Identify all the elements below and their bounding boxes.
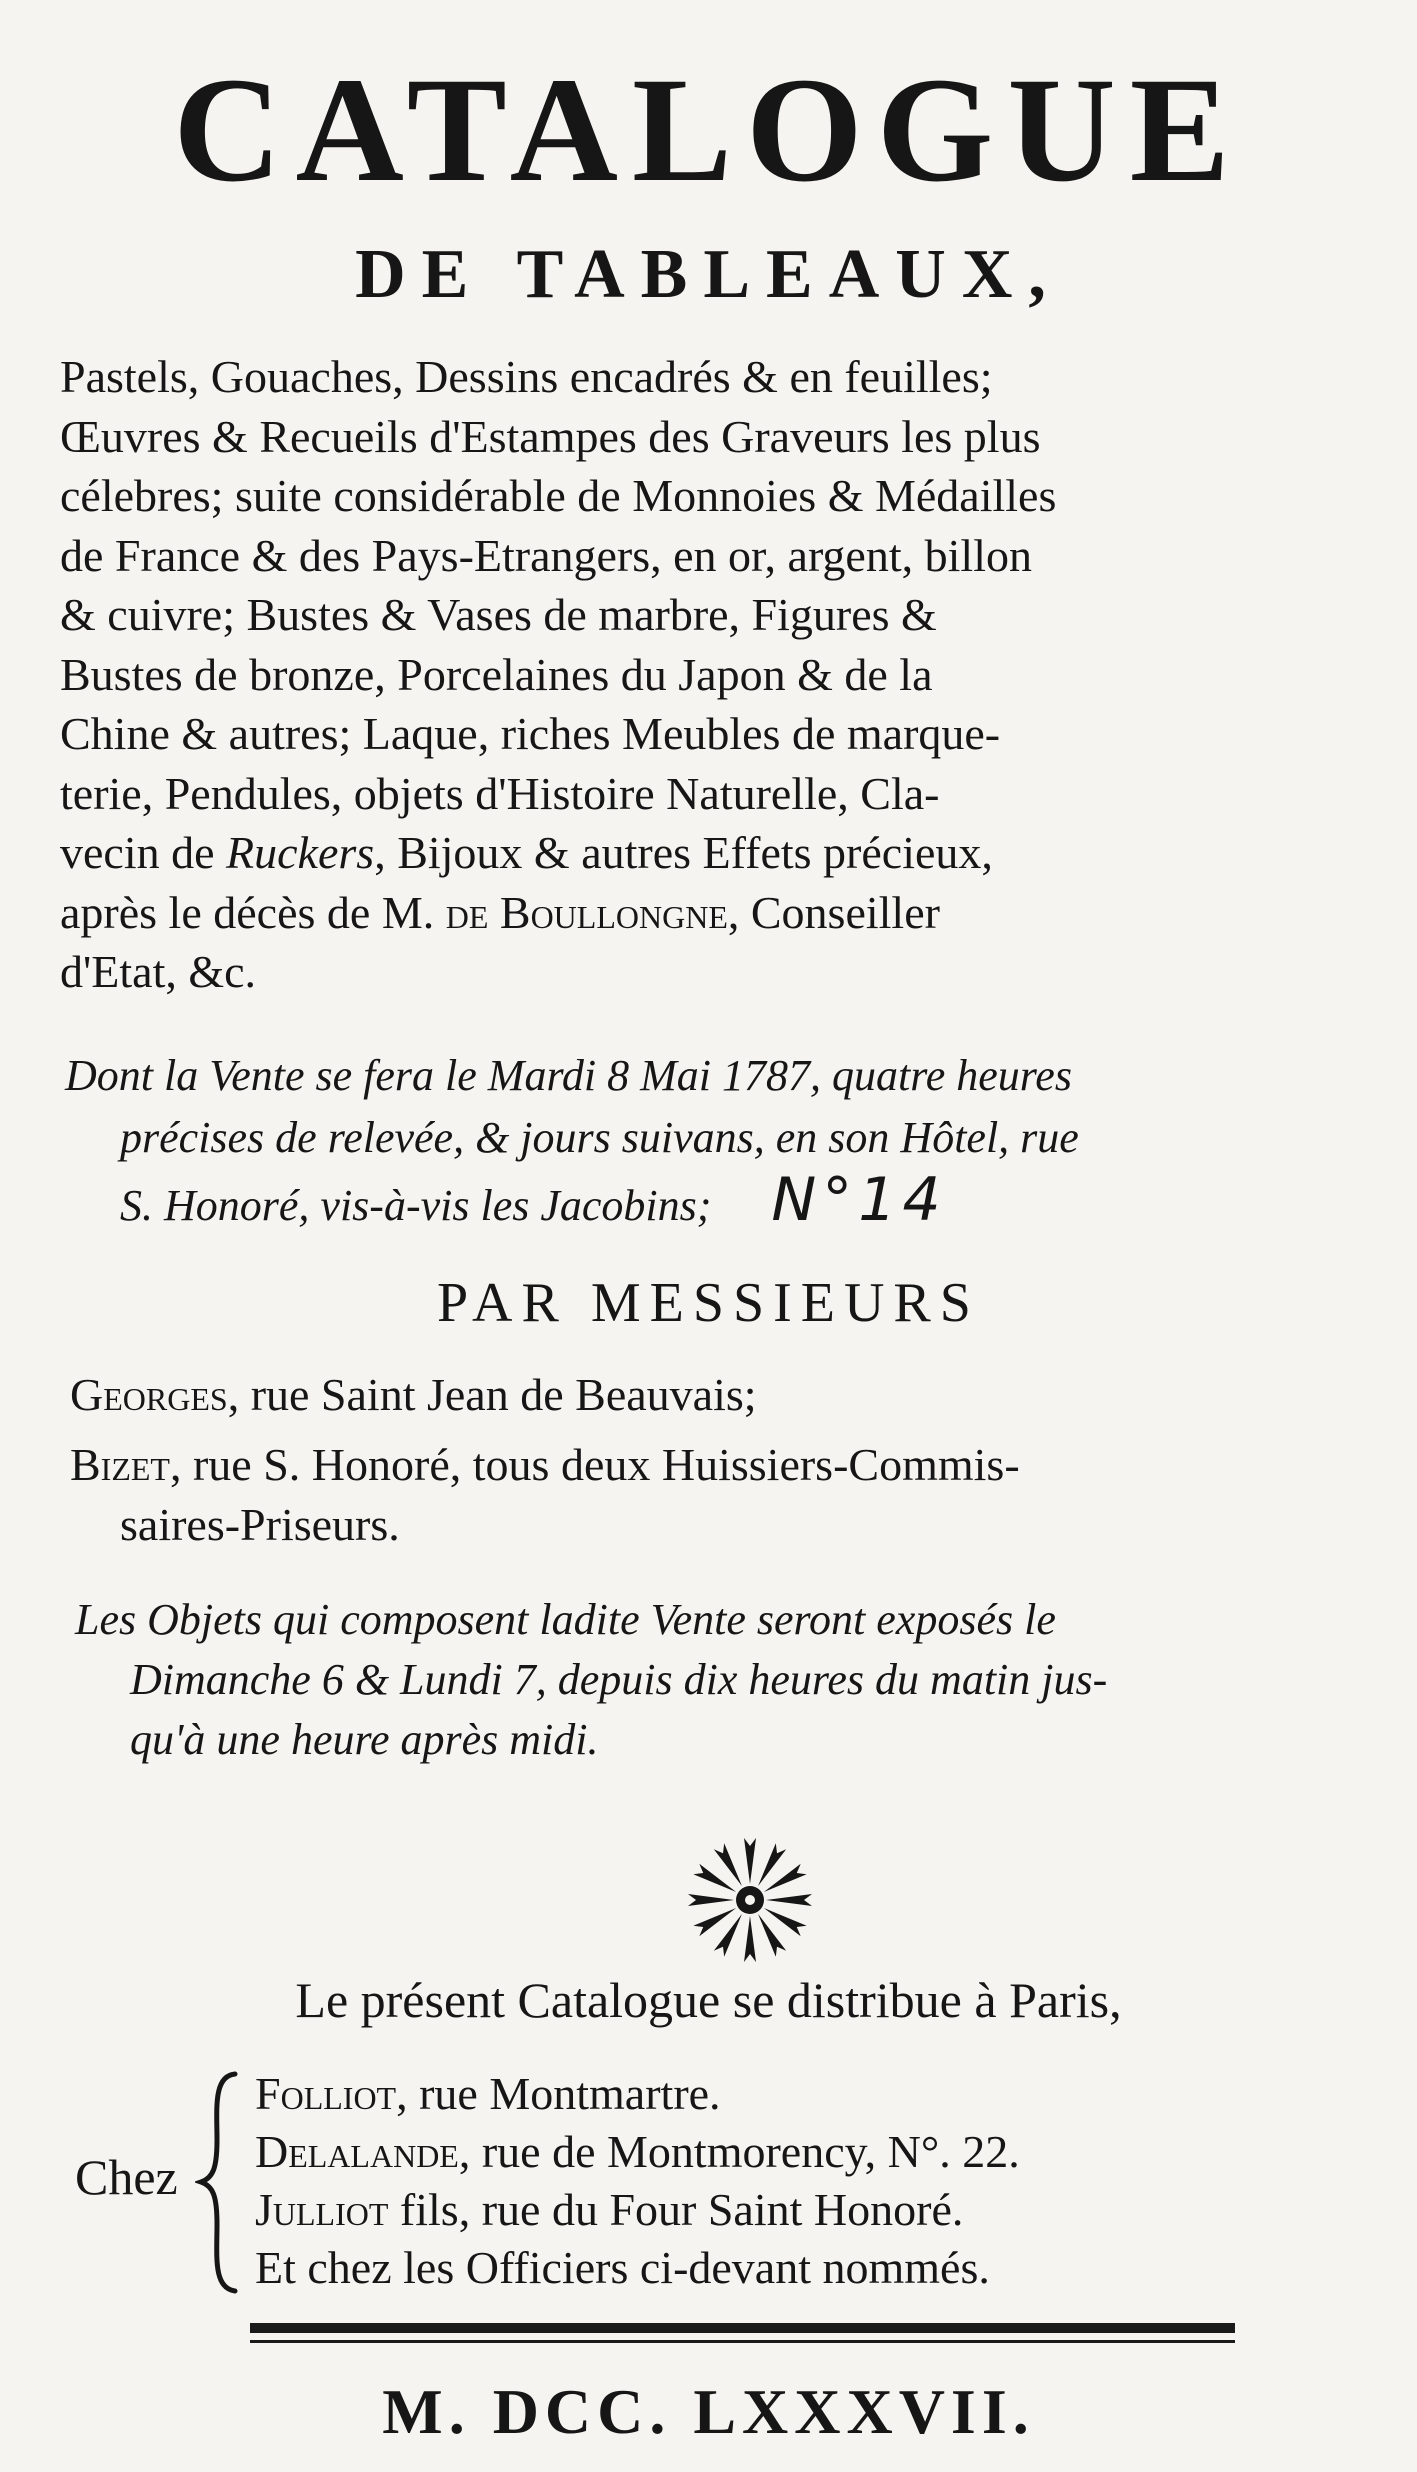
sale-line (65, 1165, 1345, 1237)
bookseller-delalande (255, 2123, 1355, 2181)
bookseller-name: Julliot (255, 2184, 389, 2235)
auctioneer-title: saires-Priseurs. (120, 1499, 400, 1550)
description-line: & cuivre; Bustes & Vases de marbre, Figures & (60, 589, 937, 640)
auctioneer-address: , rue S. Honoré, tous deux Huissiers-Commis- (169, 1439, 1020, 1490)
bookseller-address: Et chez les Officiers ci-devant nommés. (255, 2242, 990, 2293)
double-rule-thick (250, 2323, 1235, 2333)
ruckers-name: Ruckers (226, 827, 375, 878)
sale-announcement (65, 1045, 1345, 1237)
exposition-line: Les Objets qui composent ladite Vente seront exposés le (75, 1595, 1056, 1644)
auctioneer-name: Bizet (70, 1439, 170, 1490)
description-line: Bustes de bronze, Porcelaines du Japon & de la (60, 648, 933, 700)
description-line: Pastels, Gouaches, Dessins encadrés & en feuilles; (60, 351, 993, 402)
auctioneer-name: Georges (70, 1369, 228, 1420)
deceased-name: de Boullongne (445, 886, 728, 938)
auctioneer-bizet (70, 1435, 1350, 1495)
exposition-line: Dimanche 6 & Lundi 7, depuis dix heures du matin jus- (130, 1655, 1108, 1704)
bookseller-address: fils, rue du Four Saint Honoré. (388, 2184, 964, 2235)
catalogue-title: CATALOGUE (173, 47, 1244, 213)
bookseller-folliot (255, 2065, 1355, 2123)
distribution-line: Le présent Catalogue se distribue à Paris, (295, 1972, 1122, 2028)
description-line: Chine & autres; Laque, riches Meubles de marque- (60, 708, 1001, 759)
exposition-notice (75, 1590, 1355, 1770)
description-line: de France & des Pays-Etrangers, en or, argent, billon (60, 529, 1032, 581)
description-text: après le décès de M. (60, 886, 446, 938)
description-text: , Conseiller (727, 886, 940, 938)
auctioneer-address: , rue Saint Jean de Beauvais; (227, 1369, 757, 1420)
chez-label: Chez (75, 2149, 178, 2205)
auctioneer-georges (70, 1365, 1350, 1425)
bookseller-name: Delalande (255, 2126, 459, 2177)
description-text: , Bijoux & autres Effets précieux, (374, 827, 993, 878)
auctioneers-list (70, 1365, 1350, 1555)
exposition-line: qu'à une heure après midi. (130, 1715, 599, 1764)
description-line: terie, Pendules, objets d'Histoire Naturelle, Cla- (60, 767, 940, 819)
booksellers-list (255, 2065, 1355, 2297)
bookseller-julliot (255, 2181, 1355, 2239)
description-line: Œuvres & Recueils d'Estampes des Graveurs les plus (60, 410, 1041, 462)
handwritten-number: N°14 (771, 1165, 947, 1235)
sale-line: Dont la Vente se fera le Mardi 8 Mai 1787, quatre heures (65, 1051, 1072, 1100)
sale-line: précises de relevée, & jours suivans, en son Hôtel, rue (120, 1113, 1079, 1162)
curly-brace-icon (195, 2070, 245, 2295)
description-line: célebres; suite considérable de Monnoies & Médailles (60, 470, 1057, 521)
description-line: d'Etat, &c. (60, 946, 257, 997)
catalogue-subtitle: DE TABLEAUX, (355, 236, 1062, 313)
bookseller-name: Folliot (255, 2068, 397, 2119)
par-messieurs-heading: PAR MESSIEURS (437, 1272, 980, 1334)
publication-date: M. DCC. LXXXVII. (382, 2376, 1035, 2447)
bookseller-address: , rue de Montmorency, N°. 22. (458, 2126, 1020, 2177)
description-text: vecin de (60, 827, 227, 878)
description-line (60, 883, 1335, 943)
fleuron-ornament-icon (680, 1830, 820, 1970)
sale-text: S. Honoré, vis-à-vis les Jacobins; (120, 1181, 712, 1230)
bookseller-address: , rue Montmartre. (396, 2068, 721, 2119)
contents-description (60, 347, 1335, 1002)
description-line (60, 823, 1335, 883)
bookseller-officiers (255, 2239, 1355, 2297)
double-rule-thin (250, 2340, 1235, 2343)
